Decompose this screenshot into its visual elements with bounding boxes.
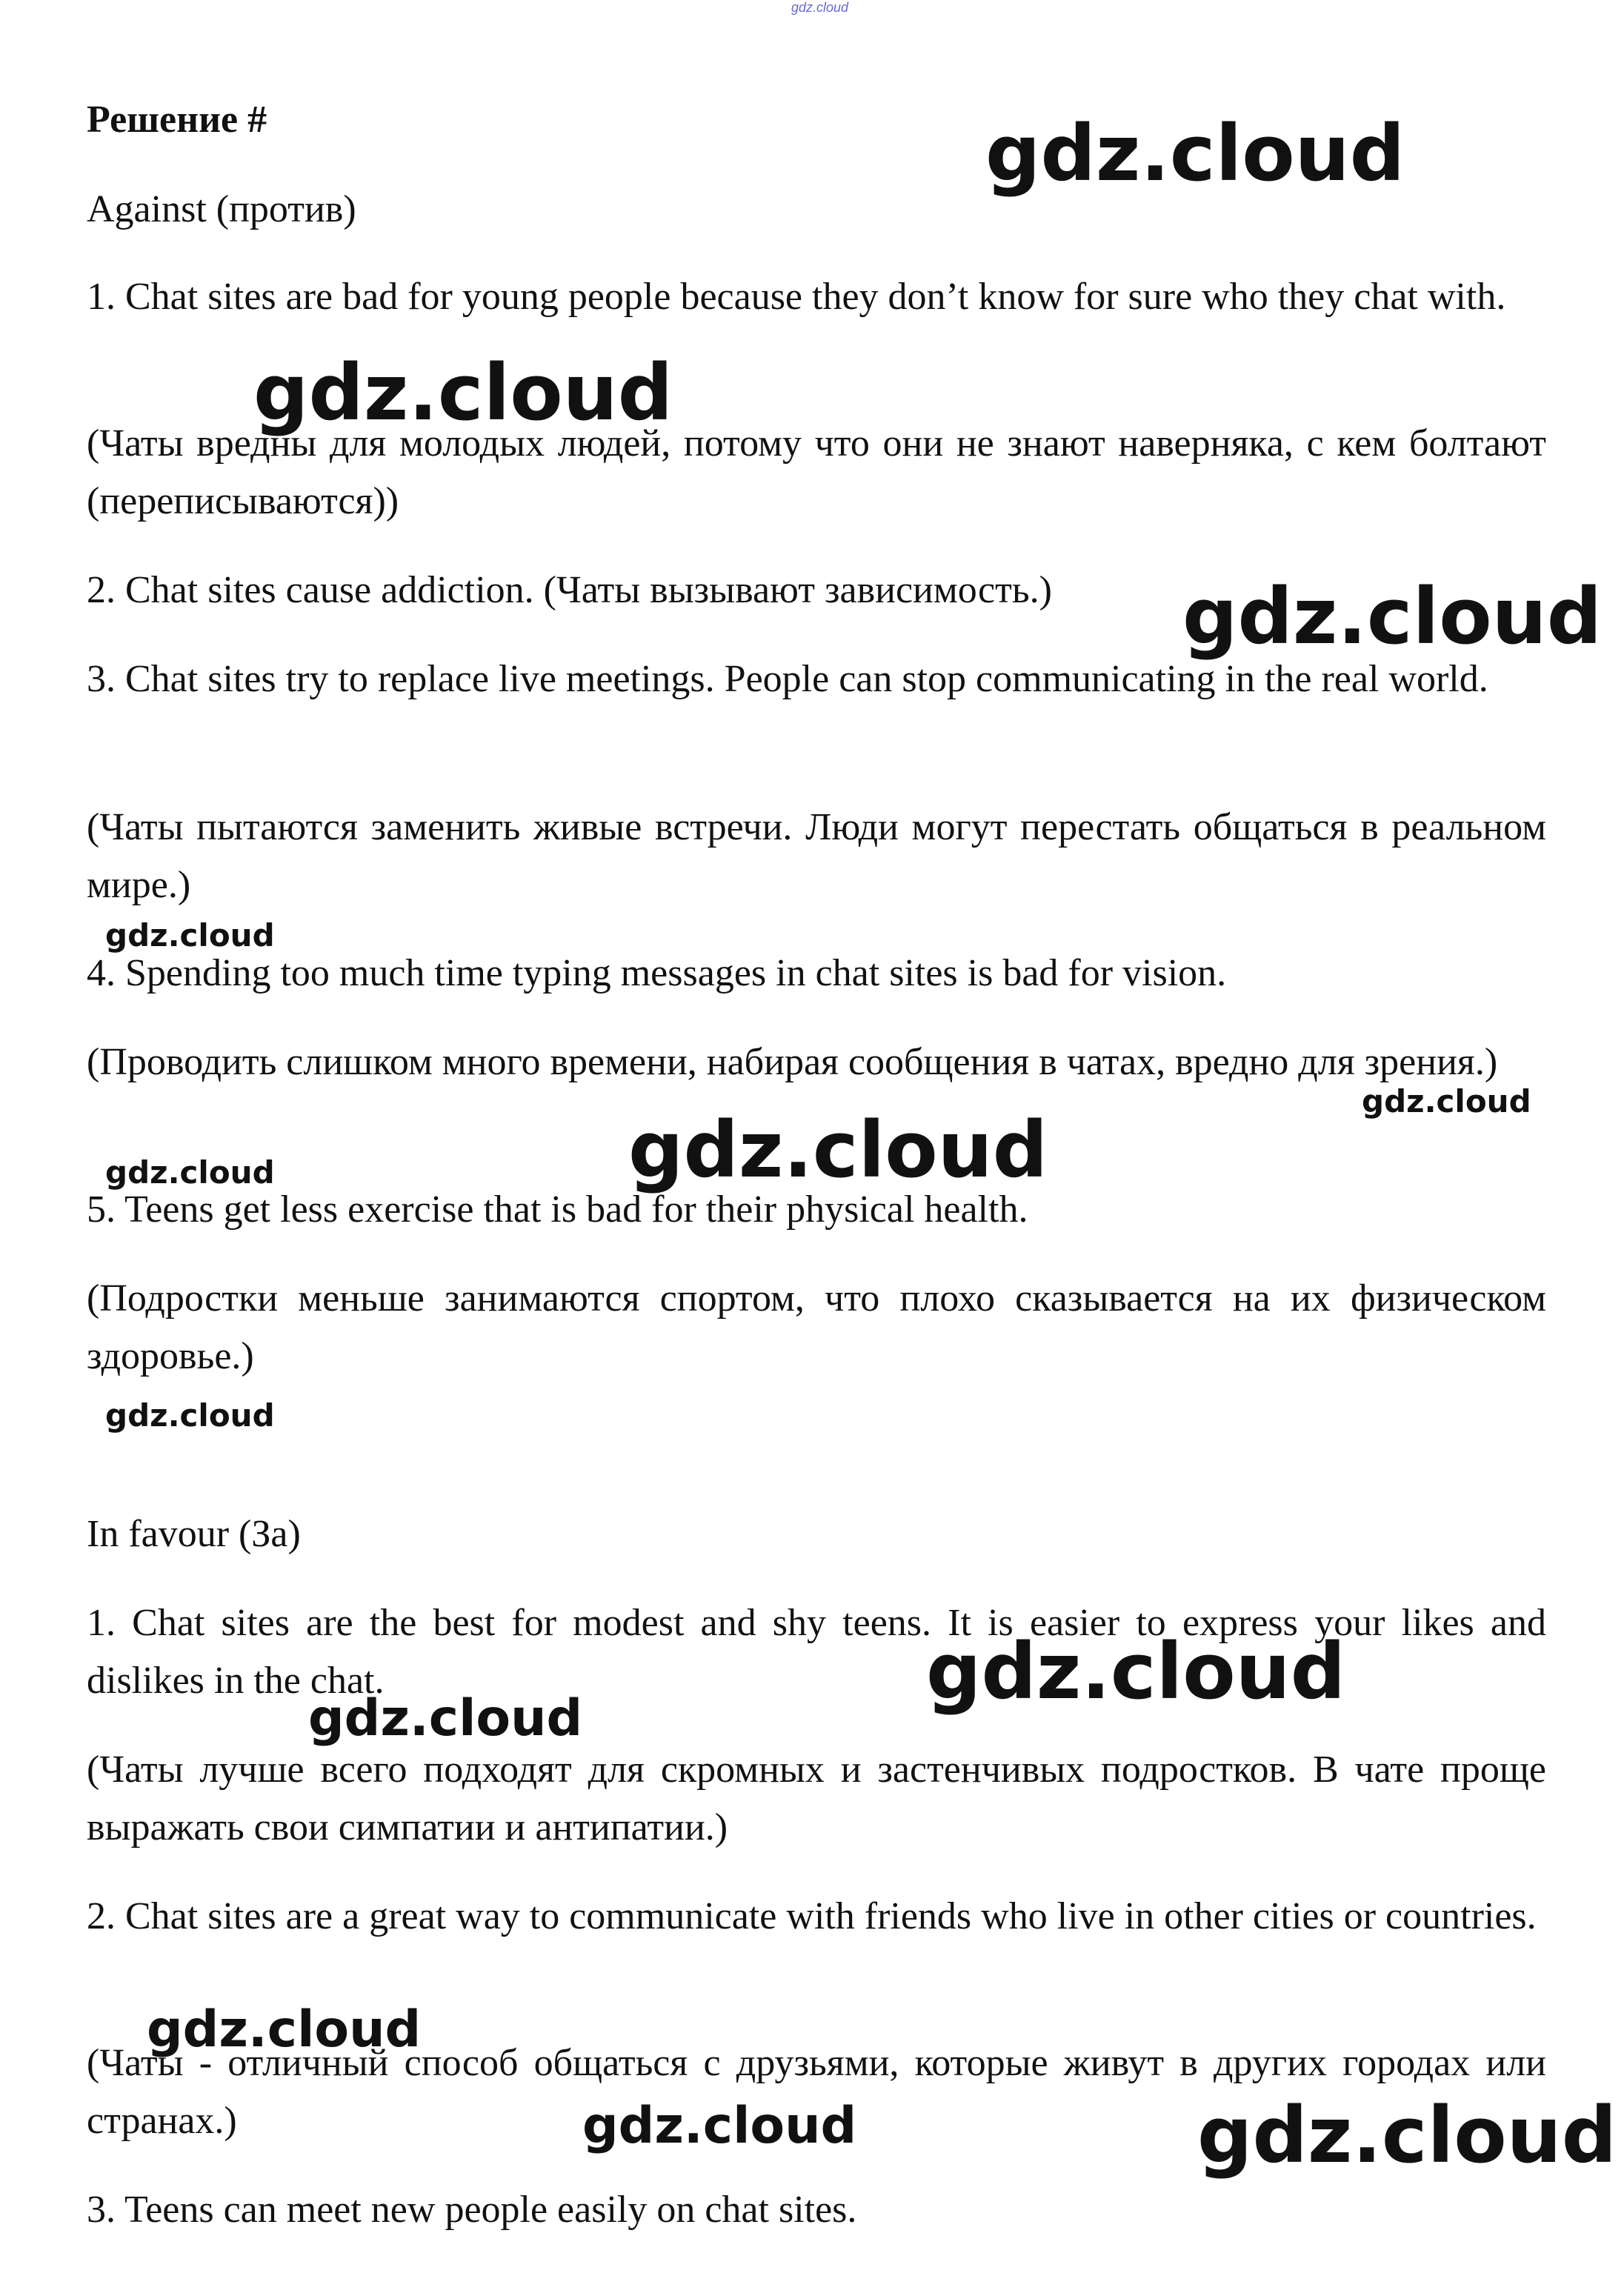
favour-item-2-en: 2. Chat sites are a great way to communicate with friends who live in other cities or countries. — [87, 1895, 1537, 1937]
against-item-4-ru: (Проводить слишком много времени, набирая сообщения в чатах, вредно для зрения.) — [87, 1041, 1498, 1083]
header-watermark: gdz.cloud — [791, 0, 849, 15]
watermark-logo: gdz.cloud — [628, 1105, 1048, 1195]
favour-title: In favour (За) — [87, 1513, 301, 1555]
watermark-logo: gdz.cloud — [308, 1689, 583, 1748]
page-title: Решение # — [87, 99, 267, 141]
watermark-logo: gdz.cloud — [1197, 2090, 1617, 2180]
watermark-logo: gdz.cloud — [105, 1397, 275, 1434]
watermark-logo: gdz.cloud — [1182, 571, 1603, 662]
watermark-logo: gdz.cloud — [926, 1626, 1346, 1717]
watermark-logo: gdz.cloud — [105, 1154, 275, 1191]
against-item-5-ru: (Подростки меньше занимаются спортом, что плохо сказывается на их физическом здоровье.) — [87, 1277, 1546, 1377]
watermark-logo: gdz.cloud — [1362, 1083, 1531, 1119]
against-item-3-ru: (Чаты пытаются заменить живые встречи. Люди могут перестать общаться в реальном мире.) — [87, 806, 1546, 906]
against-item-2-en: 2. Chat sites cause addiction. (Чаты вызывают зависимость.) — [87, 569, 1052, 611]
watermark-logo: gdz.cloud — [582, 2097, 857, 2155]
favour-item-1-ru: (Чаты лучше всего подходят для скромных и застенчивых подростков. В чате проще выражать свои симпатии и антипатии.) — [87, 1748, 1546, 1849]
against-item-3-en: 3. Chat sites try to replace live meetings. People can stop communicating in the real world. — [87, 658, 1488, 700]
watermark-logo: gdz.cloud — [147, 2000, 422, 2059]
against-item-4-en: 4. Spending too much time typing messages in chat sites is bad for vision. — [87, 952, 1227, 994]
against-title: Against (против) — [87, 188, 356, 230]
favour-item-2-ru: (Чаты - отличный способ общаться с друзьями, которые живут в других городах или странах.) — [87, 2042, 1546, 2142]
favour-item-1-en: 1. Chat sites are the best for modest and shy teens. It is easier to express your likes and dislikes in the chat. — [87, 1602, 1546, 1702]
against-item-1-en: 1. Chat sites are bad for young people because they don’t know for sure who they chat with. — [87, 276, 1506, 318]
against-item-1-ru: (Чаты вредны для молодых людей, потому что они не знают наверняка, с кем болтают (переписываются)) — [87, 422, 1546, 522]
watermark-logo: gdz.cloud — [253, 347, 673, 438]
watermark-logo: gdz.cloud — [105, 917, 275, 954]
against-item-5-en: 5. Teens get less exercise that is bad for their physical health. — [87, 1188, 1028, 1231]
favour-item-3-en: 3. Teens can meet new people easily on chat sites. — [87, 2189, 857, 2231]
watermark-logo: gdz.cloud — [985, 108, 1405, 199]
